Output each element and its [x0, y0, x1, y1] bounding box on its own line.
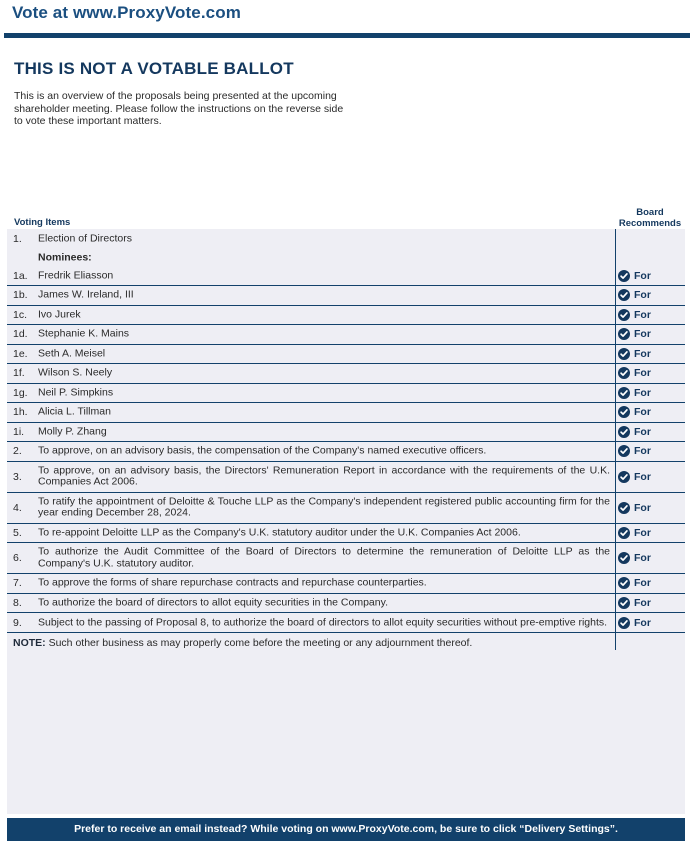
voting-item-row	[7, 364, 685, 384]
item-text: To approve, on an advisory basis, the compensation of the Company's named executive officers.	[38, 444, 487, 457]
item-text: James W. Ireland, III	[38, 288, 134, 301]
voting-item-row	[7, 462, 685, 493]
voting-item-row	[7, 345, 685, 365]
board-recommendation	[618, 406, 651, 418]
nominees-label: Nominees:	[38, 250, 92, 263]
note-text: Such other business as may properly come before the meeting or any adjournment thereof.	[48, 637, 473, 649]
recommendation-label: For	[634, 425, 651, 438]
page-header	[0, 0, 692, 40]
recommendation-label: For	[634, 386, 651, 399]
board-label: Board	[636, 207, 664, 218]
recommendation-label: For	[634, 270, 651, 282]
item-number: 9.	[13, 616, 22, 629]
voting-item-row	[7, 543, 685, 574]
item-text: Subject to the passing of Proposal 8, to authorize the board of directors to allot equity securities without pre-emptive rights.	[38, 615, 608, 628]
recommendation-label: For	[634, 526, 651, 539]
check-circle-icon	[618, 309, 634, 321]
check-circle-icon	[618, 552, 634, 564]
item-text: Wilson S. Neely	[38, 366, 113, 379]
item-number: 1.	[13, 232, 22, 245]
board-recommendation	[618, 328, 651, 340]
vote-site-title: Vote at www.ProxyVote.com	[12, 3, 241, 22]
header-rule	[4, 33, 690, 38]
recommendation-label: For	[634, 501, 651, 514]
board-recommendation	[618, 471, 651, 483]
check-circle-icon	[618, 270, 634, 282]
note-row	[13, 637, 472, 649]
item-text: To re-appoint Deloitte LLP as the Company's U.K. statutory auditor under the U.K. Companies Act 2006.	[38, 526, 521, 538]
board-recommendation	[618, 309, 651, 321]
item-text: To authorize the board of directors to allot equity securities in the Company.	[38, 596, 388, 608]
recommendation-label: For	[634, 308, 651, 321]
voting-item-row	[7, 493, 685, 524]
item-number: 1g.	[13, 386, 28, 399]
check-circle-icon	[618, 527, 634, 539]
item-number: 7.	[13, 577, 22, 590]
voting-item-row	[7, 423, 685, 443]
check-circle-icon	[618, 577, 634, 589]
voting-item-row	[7, 286, 685, 306]
board-recommendation	[618, 289, 651, 301]
board-recommendation	[618, 502, 651, 514]
board-recommendation	[618, 367, 651, 379]
voting-item-row	[7, 325, 685, 345]
check-circle-icon	[618, 289, 634, 301]
column-header-voting-items: Voting Items	[14, 217, 71, 228]
item-text: Neil P. Simpkins	[38, 386, 114, 398]
voting-item-row	[7, 403, 685, 423]
check-circle-icon	[618, 367, 634, 379]
recommendation-label: For	[634, 445, 651, 458]
item-text: Election of Directors	[38, 231, 132, 244]
item-text: Alicia L. Tillman	[38, 405, 111, 418]
item-number: 1f.	[13, 367, 25, 380]
item-number: 5.	[13, 526, 22, 539]
board-recommendation	[618, 445, 651, 457]
delivery-settings-footer: Prefer to receive an email instead? While voting on www.ProxyVote.com, be sure to click “Delivery Settings”.	[7, 818, 685, 841]
item-number: 2.	[13, 445, 22, 458]
recommendation-label: For	[634, 367, 651, 380]
item-number: 1i.	[13, 425, 25, 438]
item-text: Ivo Jurek	[38, 308, 81, 320]
recommendation-label: For	[634, 616, 651, 629]
recommendation-label: For	[634, 470, 651, 483]
item-number: 3.	[13, 470, 22, 483]
check-circle-icon	[618, 387, 634, 399]
board-recommendation	[618, 597, 651, 609]
board-recommendation	[618, 552, 651, 564]
voting-item-row	[7, 442, 685, 462]
ballot-intro: This is an overview of the proposals being presented at the upcoming shareholder meeting. Please follow the instructions on the reverse side to vote these important matters.	[14, 90, 344, 127]
voting-item-row	[7, 229, 685, 248]
item-number: 4.	[13, 501, 22, 514]
recommendation-label: For	[634, 596, 651, 609]
column-header-board-recommends	[613, 207, 687, 229]
voting-item-row	[7, 384, 685, 404]
check-circle-icon	[618, 445, 634, 457]
item-text: Molly P. Zhang	[38, 425, 107, 437]
check-circle-icon	[618, 426, 634, 438]
item-text: Fredrik Eliasson	[38, 269, 114, 282]
voting-items-table	[7, 229, 685, 814]
check-circle-icon	[618, 502, 634, 514]
voting-item-row	[7, 267, 685, 286]
item-text: To ratify the appointment of Deloitte & Touche LLP as the Company's independent registered public accounting firm for the year ending December 28, 2024.	[38, 495, 610, 519]
item-text: Stephanie K. Mains	[38, 327, 130, 340]
check-circle-icon	[618, 406, 634, 418]
board-recommendation	[618, 348, 651, 360]
recommendation-label: For	[634, 552, 651, 564]
recommendation-label: For	[634, 406, 651, 419]
item-number: 1a.	[13, 270, 28, 282]
item-text: To authorize the Audit Committee of the Board of Directors to determine the remuneration of Deloitte LLP as the Company's U.K. statutory auditor.	[38, 545, 610, 569]
voting-item-row	[7, 306, 685, 326]
item-number: 1h.	[13, 406, 28, 419]
voting-item-row	[7, 574, 685, 594]
recommendation-label: For	[634, 289, 651, 302]
recommendation-label: For	[634, 328, 651, 341]
recommendation-label: For	[634, 347, 651, 360]
item-number: 1e.	[13, 347, 28, 360]
item-number: 6.	[13, 552, 22, 564]
check-circle-icon	[618, 617, 634, 629]
item-number: 8.	[13, 596, 22, 609]
voting-item-row	[7, 594, 685, 614]
check-circle-icon	[618, 471, 634, 483]
check-circle-icon	[618, 348, 634, 360]
item-number: 1b.	[13, 289, 28, 302]
recommendation-label: For	[634, 577, 651, 590]
item-text: Seth A. Meisel	[38, 347, 106, 359]
board-recommendation	[618, 426, 651, 438]
note-label: NOTE:	[13, 637, 46, 649]
item-number: 1d.	[13, 328, 28, 341]
board-recommendation	[618, 387, 651, 399]
voting-item-row	[7, 248, 685, 267]
check-circle-icon	[618, 597, 634, 609]
recommends-label: Recommends	[618, 218, 682, 229]
voting-item-row	[7, 613, 685, 633]
board-recommendation	[618, 617, 651, 629]
item-number: 1c.	[13, 308, 28, 321]
item-text: To approve, on an advisory basis, the Directors' Remuneration Report in accordance with the requirements of the U.K. Companies Act 2006.	[38, 464, 610, 488]
board-recommendation	[618, 527, 651, 539]
board-recommendation	[618, 577, 651, 589]
board-recommendation	[618, 270, 651, 282]
voting-item-row	[7, 524, 685, 544]
ballot-headline: THIS IS NOT A VOTABLE BALLOT	[14, 59, 294, 78]
item-text: To approve the forms of share repurchase contracts and repurchase counterparties.	[38, 576, 427, 589]
check-circle-icon	[618, 328, 634, 340]
